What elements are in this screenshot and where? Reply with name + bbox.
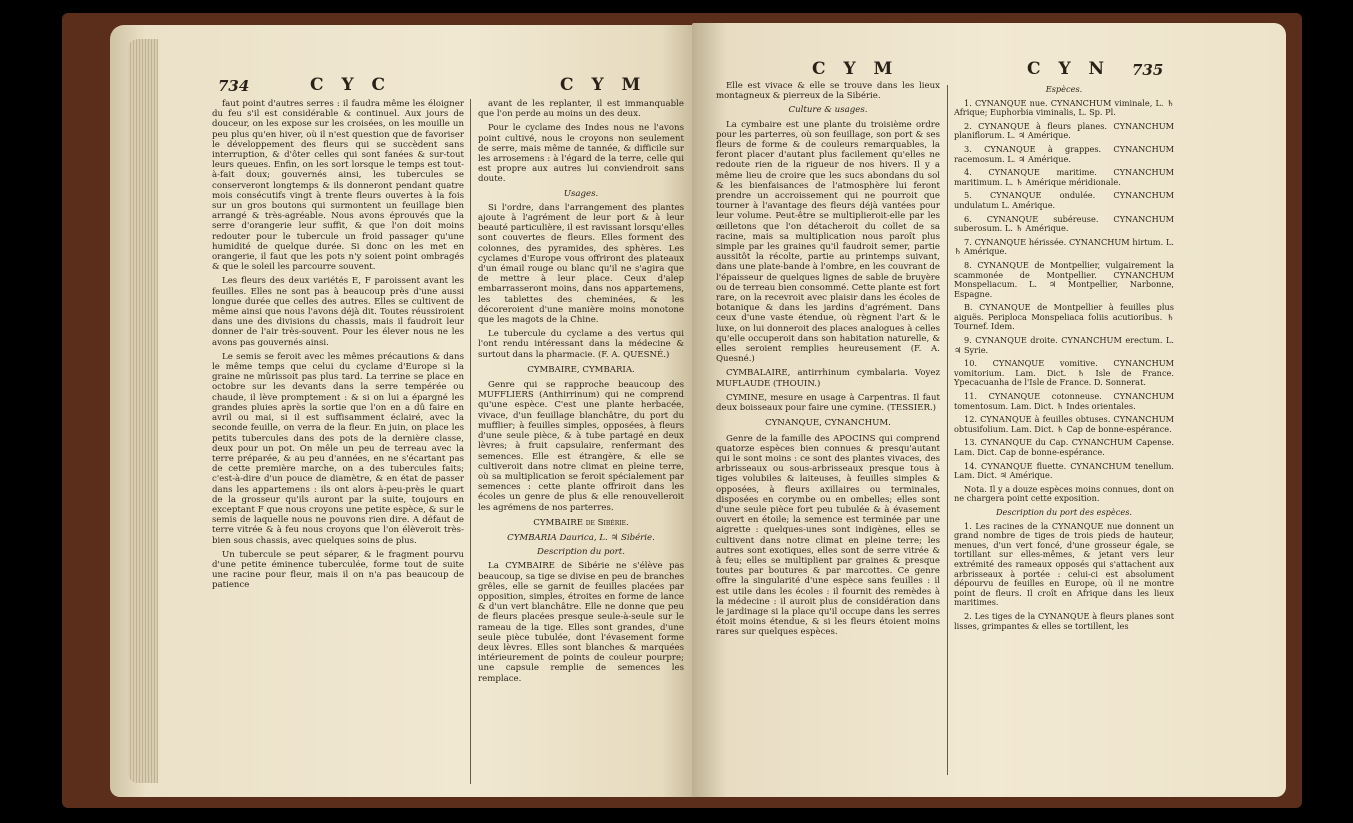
species-entry: B. CYNANQUE de Montpellier à feuilles plus aiguës. Periploca Monspeliaca foliis acutioribus. ♄ Tournef. Idem. [954,302,1174,332]
species-entry: 2. CYNANQUE à fleurs planes. CYNANCHUM planiflorum. L. ♃ Amérique. [954,120,1174,141]
species-entry: 5. CYNANQUE ondulée. CYNANCHUM undulatum L. Amérique. [954,190,1174,210]
paragraph: Le semis se feroit avec les mêmes précautions & dans le même temps que celui du cyclame d'Europe si la graine ne mûrissoit pas plus tard. La terrine se place en octobre sur les devants dans la serre tempérée ou chaude, il lève promptement : & si on lui a épargné les grandes pluies après la sortie que l'on en a dû faire en avril ou mai, si il est suffisamment éclairé, avec la seconde feuille, on verra de la fleur. En juin, on place les petits tubercules dans des pots de la dernière classe, deux pour un pot. On mêle un peu de terreau avec la terre préparée, & au peu d'années, en ne s'écartant pas de cette première marche, on a des tubercules faits; c'est-à-dire d'un pouce de diamètre, & en état de passer dans les appartemens : ils ont alors à-peu-près le quart de la grosseur qu'ils auront par la suite, toujours en exceptant F que nous croyons une petite espèce, & sur le semis de laquelle nous ne pouvons rien dire. A défaut de terre vitrée & à feu nous croyons que l'on élèveroit très-bien sous chassis, avec quelques soins de plus. [212,351,464,546]
species-entry: 6. CYNANQUE subéreuse. CYNANCHUM suberosum. L. ♄ Amérique. [954,213,1174,234]
running-header-right: C Y M [560,75,647,95]
open-book [62,13,1302,808]
page-number: 735 [1132,61,1164,79]
paragraph: Pour le cyclame des Indes nous ne l'avons point cultivé, nous le croyons non seulement de serre, mais même de tannée, & difficile sur les arrosemens : à l'égard de la terre, celle qui est propre aux autres lui conviendroit sans doute. [478,123,684,185]
left-page [110,25,710,797]
left-column-1 [212,99,464,789]
running-header-left: C Y M [812,59,899,79]
species-entry: 12. CYNANQUE à feuilles obtuses. CYNANCHUM obtusifolium. Lam. Dict. ♄ Cap de bonne-espérance. [954,414,1174,434]
species-entry: 4. CYNANQUE maritime. CYNANCHUM maritimum. L. ♄ Amérique méridionale. [954,167,1174,187]
paragraph: 2. Les tiges de la CYNANQUE à fleurs planes sont lisses, grimpantes & elles se tortillent, les [954,610,1174,631]
paragraph: CYMBALAIRE, antirrhinum cymbalaria. Voyez MUFLAUDE (THOUIN.) [716,368,940,389]
running-header-right: C Y N [1027,59,1111,79]
note: Nota. Il y a douze espèces moins connues, dont on ne chargera point cette exposition. [954,483,1174,504]
species-entry: 14. CYNANQUE fluette. CYNANCHUM tenellum. Lam. Dict. ♃ Amérique. [954,460,1174,481]
section-heading: Culture & usages. [788,105,868,116]
species-entry: 13. CYNANQUE du Cap. CYNANCHUM Capense. Lam. Dict. Cap de bonne-espérance. [954,437,1174,457]
paragraph: Genre qui se rapproche beaucoup des MUFFLIERS (Anthirrinum) qui ne comprend qu'une espèce. C'est une plante herbacée, vivace, d'un feuillage blanchâtre, du port du mufflier; à feuilles simples, opposées, à fleurs d'une seule pièce, & à tube partagé en deux lèvres; à fruit capsulaire, renfermant des semences. Elle est étrangère, & elle se cultiveroit dans notre climat en pleine terre, où sa multiplication se feroit spécialement par semences : cette plante offriroit dans les écoles un genre de plus & elle renouvelleroit les agrémens de nos parterres. [478,380,684,513]
entry-heading: CYNANQUE, CYNANCHUM. [765,418,891,429]
section-heading: Description du port. [537,547,625,558]
right-page [692,23,1286,797]
section-heading: Description du port des espèces. [995,506,1133,517]
species-entry: 9. CYNANQUE droite. CYNANCHUM erectum. L. ♃ Syrie. [954,335,1174,355]
right-column-2 [954,81,1174,781]
paragraph: La cymbaire est une plante du troisième ordre pour les parterres, où son feuillage, son port & ses fleurs de forme & de couleurs remarquables, la feront placer d'autant plus facilement qu'elles ne redoute rien de la rigueur de nos hivers. Il y a même lieu de croire que les sucs abondans du sol & les bienfaisances de l'atmosphère lui feront prendre un accroissement qui ne pourroit que tourner à l'avantage des fleurs déjà vantées pour leur volume. Peut-être se multiplieroit-elle par les œilletons que l'on détacheroit du collet de sa racine, mais sa multiplication nous paroît plus simple par les graines qu'il faudroit semer, partie aussitôt la récolte, partie au printemps suivant, dans une plate-bande à l'ombre, en les couvrant de l'épaisseur de quelques lignes de sable de bruyère ou de terreau bien consommé. Cette plante est fort rare, on la recevroit avec plaisir dans les écoles de botanique & dans les jardins d'agrément. Dans ceux d'une vaste étendue, où règnent l'art & le luxe, on lui donneroit des places analogues à celles qu'elle occuperoit dans son habitation naturelle, & elles seroient remplies heureusement (F. A. Quesné.) [716,119,940,365]
species-entry: 11. CYNANQUE cotonneuse. CYNANCHUM tomentosum. Lam. Dict. ♄ Indes orientales. [954,391,1174,411]
page-edge [128,39,158,783]
species-heading: CYMBAIRE de Sibérie. [533,517,629,528]
section-heading: Espèces. [1045,84,1083,94]
paragraph: Le tubercule du cyclame a des vertus qui l'ont rendu intéressant dans la médecine & surtout dans la pharmacie. (F. A. QUESNÉ.) [478,329,684,360]
right-column-1 [716,81,940,781]
species-name: CYMBARIA Daurica, L. ♃ Sibérie. [507,532,655,543]
species-entry: 8. CYNANQUE de Montpellier, vulgairement la scammonée de Montpellier. CYNANCHUM Monspeliacum. L. ♃ Montpellier, Narbonne, Espagne. [954,259,1174,299]
section-heading: Usages. [563,188,599,199]
species-entry: 1. CYNANQUE nue. CYNANCHUM viminale, L. ♄ Afrique; Euphorbia viminalis, L. Sp. Pl. [954,97,1174,118]
paragraph: avant de les replanter, il est immanquable que l'on perde au moins un des deux. [478,99,684,120]
paragraph: Les fleurs des deux variétés E, F paroissent avant les feuilles. Elles ne sont pas à beaucoup près d'une aussi longue durée que celles des autres. Elles se cultivent de même ainsi que nous l'avons déjà dit. Toutes réussiroient dans une des divisions du chassis, mais il faudroit leur donner de l'air très-souvent. Pour les élever nous ne les avons pas gouvernés ainsi. [212,276,464,348]
species-entry: 10. CYNANQUE vomitive. CYNANCHUM vomitorium. Lam. Dict. ♄ Isle de France. Ypecacuanha de l'Isle de France. D. Sonnerat. [954,358,1174,388]
paragraph: faut point d'autres serres : il faudra même les éloigner du feu s'il est considérable & continuel. Aux jours de douceur, on les expose sur les croisées, on les mouille un peu plus qu'en hiver, où il n'est question que de favoriser le développement des fleurs qui se succèdent sans interruption, & d'ôter celles qui sont fanées & sur-tout leurs queues. Enfin, on les sort lorsque le temps est tout-à-fait doux; gouvernés ainsi, les tubercules se conserveront longtemps & ils donneront pendant quatre mois consécutifs vingt à trente fleurs ouvertes à la fois sur un gros boutons qui surmontent un feuillage bien arrangé & très-agréable. Nous avons éprouvés que la serre d'orangerie leur suffit, & que l'on doit moins redouter pour le tubercule un froid passager qu'une humidité de quelque durée. Si donc on les met en orangerie, il faut que les pots n'y soient point ombragés & que le soleil les parcourre souvent. [212,99,464,273]
paragraph: Elle est vivace & elle se trouve dans les lieux montagneux & pierreux de la Sibérie. [716,81,940,102]
page-number: 734 [218,77,250,95]
entry-heading: CYMBAIRE, CYMBARIA. [527,364,635,375]
left-column-2 [478,99,684,789]
paragraph: Si l'ordre, dans l'arrangement des plantes ajoute à l'agrément de leur port & à leur beauté particulière, il est ravissant lorsqu'elles sont couvertes de fleurs. Elles forment des colonnes, des pyramides, des sphères. Les cyclames d'Europe vous offriront des plateaux d'un émail rouge ou blanc qu'il ne s'agira que de mettre à leur place. Ceux d'alep embarrasseront moins, dans nos appartemens, les tablettes des cheminées, & les décoreroient d'une manière moins monotone que les magots de la Chine. [478,202,684,326]
paragraph: CYMINE, mesure en usage à Carpentras. Il faut deux boisseaux pour faire une cymine. (TESSIER.) [716,392,940,414]
paragraph: Genre de la famille des APOCINS qui comprend quatorze espèces bien connues & presqu'autant qui le sont moins : ce sont des plantes vivaces, des arbrisseaux ou sous-arbrisseaux presque tous à tiges volubiles & laiteuses, à feuilles simples & opposées, à fleurs axillaires ou terminales, disposées en corymbe ou en ombelles; elles sont d'une seule pièce fort peu tubulée & à évasement ouvert en étoile; la semence est terminée par une aigrette : quelques-unes sont indigènes, elles se cultivent dans notre climat en pleine terre; les autres sont exotiques, elles sont de serre vitrée & à feu; elles se multiplient par graines & presque toutes par boutures & par marcottes. Ce genre offre la singularité d'une espèce sans feuilles : il est utile dans les écoles : il fournit des remèdes à la médecine : il auroit plus de considération dans le jardinage si la place qu'il occupe dans les serres étoit moins étendue, & si les fleurs étoient moins rares sur quelques espèces. [716,433,940,638]
column-rule [470,99,471,784]
paragraph: La CYMBAIRE de Sibérie ne s'élève pas beaucoup, sa tige se divise en peu de branches grêles, elle se garnit de feuilles placées par opposition, simples, étroites en forme de lance & d'un vert blanchâtre. Elle ne donne que peu de fleurs placées presque seule-à-seule sur le rameau de la tige. Elles sont grandes, d'une seule pièce tubulée, dont l'évasement forme deux lèvres. Elles sont blanches & marquées intérieurement de points de couleur pourpre; une capsule remplie de semences les remplace. [478,561,684,684]
running-header-left: C Y C [310,75,392,95]
column-rule [947,85,948,775]
paragraph: Un tubercule se peut séparer, & le fragment pourvu d'une petite éminence tuberculée, forme tout de suite une racine pour fleur, mais il on n'a pas beaucoup de patience [212,549,464,591]
species-entry: 3. CYNANQUE à grappes. CYNANCHUM racemosum. L. ♃ Amérique. [954,143,1174,164]
species-entry: 7. CYNANQUE hérissée. CYNANCHUM hirtum. L. ♄ Amérique. [954,236,1174,257]
paragraph: 1. Les racines de la CYNANQUE nue donnent un grand nombre de tiges de trois pieds de hauteur, menues, d'un vert foncé, d'une grosseur égale, se tortillant sur elles-mêmes, & jetant vers leur extrémité des rameaux opposés qui s'attachent aux arbrisseaux à portée : celui-ci est absolument dépourvu de feuilles en Europe, où il ne montre point de fleurs. Il croît en Afrique dans les lieux maritimes. [954,520,1174,608]
